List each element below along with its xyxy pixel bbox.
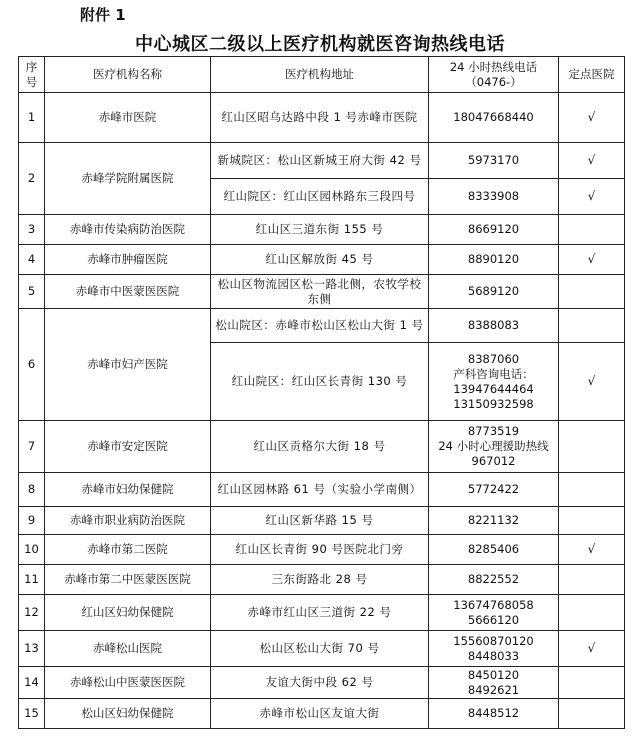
row-seq: 15 bbox=[19, 699, 45, 729]
row-designated-check: √ bbox=[559, 631, 625, 667]
table-row bbox=[19, 631, 625, 667]
row-seq: 9 bbox=[19, 507, 45, 535]
row-seq: 11 bbox=[19, 565, 45, 595]
row-seq: 2 bbox=[19, 143, 45, 215]
row-hospital-name: 赤峰市医院 bbox=[45, 93, 211, 143]
row-designated-check bbox=[559, 421, 625, 473]
row-hospital-name: 红山区妇幼保健院 bbox=[45, 595, 211, 631]
row-hospital-name: 赤峰市妇幼保健院 bbox=[45, 473, 211, 507]
row-hotline: 5772422 bbox=[429, 473, 559, 507]
row-address: 赤峰市松山区友谊大街 bbox=[211, 699, 429, 729]
row-hospital-name: 赤峰松山中医蒙医医院 bbox=[45, 667, 211, 699]
table-row bbox=[19, 275, 625, 309]
row-hotline: 8285406 bbox=[429, 535, 559, 565]
row-hotline: 18047668440 bbox=[429, 93, 559, 143]
row-address: 赤峰市红山区三道街 22 号 bbox=[211, 595, 429, 631]
table-row bbox=[19, 473, 625, 507]
row-designated-check bbox=[559, 667, 625, 699]
row-address: 松山区物流园区松一路北侧，农牧学校东侧 bbox=[211, 275, 429, 309]
row-seq: 10 bbox=[19, 535, 45, 565]
row-seq: 3 bbox=[19, 215, 45, 245]
row-designated-check bbox=[559, 215, 625, 245]
table-row bbox=[19, 595, 625, 631]
hospital-table bbox=[18, 56, 625, 729]
row-address: 红山院区：红山区长青街 130 号 bbox=[211, 343, 429, 421]
row-address: 红山区贡格尔大街 18 号 bbox=[211, 421, 429, 473]
row-hotline: 8669120 bbox=[429, 215, 559, 245]
row-address: 三东街路北 28 号 bbox=[211, 565, 429, 595]
row-hotline: 13674768058 5666120 bbox=[429, 595, 559, 631]
row-hospital-name: 赤峰松山医院 bbox=[45, 631, 211, 667]
row-hotline: 5689120 bbox=[429, 275, 559, 309]
row-seq: 4 bbox=[19, 245, 45, 275]
table-row bbox=[19, 507, 625, 535]
table-row bbox=[19, 667, 625, 699]
row-hospital-name: 赤峰市肿瘤医院 bbox=[45, 245, 211, 275]
row-address: 红山区新华路 15 号 bbox=[211, 507, 429, 535]
row-designated-check: √ bbox=[559, 93, 625, 143]
row-hotline: 8450120 8492621 bbox=[429, 667, 559, 699]
header-hotline-line2: （0476-） bbox=[465, 74, 522, 89]
row-hotline: 8333908 bbox=[429, 179, 559, 215]
row-designated-check bbox=[559, 309, 625, 343]
row-address: 松山院区：赤峰市松山区松山大街 1 号 bbox=[211, 309, 429, 343]
header-hotline bbox=[429, 57, 559, 93]
row-designated-check: √ bbox=[559, 179, 625, 215]
header-name: 医疗机构名称 bbox=[45, 57, 211, 93]
row-hospital-name: 赤峰市职业病防治医院 bbox=[45, 507, 211, 535]
row-seq: 6 bbox=[19, 309, 45, 421]
header-address: 医疗机构地址 bbox=[211, 57, 429, 93]
header-hotline-line1: 24 小时热线电话 bbox=[449, 59, 538, 74]
row-designated-check bbox=[559, 595, 625, 631]
page-title: 中心城区二级以上医疗机构就医咨询热线电话 bbox=[135, 34, 505, 55]
row-designated-check: √ bbox=[559, 245, 625, 275]
row-seq: 5 bbox=[19, 275, 45, 309]
row-hotline: 8822552 bbox=[429, 565, 559, 595]
row-address: 红山区园林路 61 号（实验小学南侧） bbox=[211, 473, 429, 507]
row-hospital-name: 赤峰市妇产医院 bbox=[45, 309, 211, 421]
row-address: 红山区昭乌达路中段 1 号赤峰市医院 bbox=[211, 93, 429, 143]
row-hotline: 5973170 bbox=[429, 143, 559, 179]
row-address: 友谊大街中段 62 号 bbox=[211, 667, 429, 699]
table-row bbox=[19, 699, 625, 729]
table-row bbox=[19, 421, 625, 473]
row-hotline: 8448512 bbox=[429, 699, 559, 729]
row-designated-check: √ bbox=[559, 343, 625, 421]
table-row bbox=[19, 565, 625, 595]
row-hospital-name: 赤峰市安定医院 bbox=[45, 421, 211, 473]
row-address: 红山院区：红山区园林路东三段四号 bbox=[211, 179, 429, 215]
row-seq: 8 bbox=[19, 473, 45, 507]
row-hotline: 8387060 产科咨询电话： 13947644464 13150932598 bbox=[429, 343, 559, 421]
row-seq: 14 bbox=[19, 667, 45, 699]
header-seq: 序号 bbox=[19, 57, 45, 93]
row-seq: 12 bbox=[19, 595, 45, 631]
row-hospital-name: 赤峰市第二医院 bbox=[45, 535, 211, 565]
row-hotline: 8221132 bbox=[429, 507, 559, 535]
table-row bbox=[19, 309, 625, 343]
row-hotline: 15560870120 8448033 bbox=[429, 631, 559, 667]
header-designated: 定点医院 bbox=[559, 57, 625, 93]
row-designated-check bbox=[559, 699, 625, 729]
row-hotline: 8890120 bbox=[429, 245, 559, 275]
row-hotline: 8388083 bbox=[429, 309, 559, 343]
row-hotline: 8773519 24 小时心理援助热线 967012 bbox=[429, 421, 559, 473]
row-designated-check bbox=[559, 507, 625, 535]
row-hospital-name: 松山区妇幼保健院 bbox=[45, 699, 211, 729]
row-address: 红山区三道东街 155 号 bbox=[211, 215, 429, 245]
row-seq: 13 bbox=[19, 631, 45, 667]
table-row bbox=[19, 245, 625, 275]
table-header-row bbox=[19, 57, 625, 93]
row-hospital-name: 赤峰市中医蒙医医院 bbox=[45, 275, 211, 309]
attachment-label: 附件 1 bbox=[80, 6, 126, 24]
row-designated-check: √ bbox=[559, 143, 625, 179]
row-address: 红山区解放街 45 号 bbox=[211, 245, 429, 275]
table-row bbox=[19, 93, 625, 143]
row-designated-check bbox=[559, 473, 625, 507]
row-designated-check bbox=[559, 565, 625, 595]
row-designated-check: √ bbox=[559, 535, 625, 565]
row-hospital-name: 赤峰学院附属医院 bbox=[45, 143, 211, 215]
table-row bbox=[19, 215, 625, 245]
table-row bbox=[19, 535, 625, 565]
row-address: 红山区长青街 90 号医院北门旁 bbox=[211, 535, 429, 565]
row-seq: 1 bbox=[19, 93, 45, 143]
row-seq: 7 bbox=[19, 421, 45, 473]
row-address: 松山区松山大街 70 号 bbox=[211, 631, 429, 667]
row-hospital-name: 赤峰市传染病防治医院 bbox=[45, 215, 211, 245]
row-address: 新城院区：松山区新城王府大街 42 号 bbox=[211, 143, 429, 179]
table-row bbox=[19, 143, 625, 179]
row-hospital-name: 赤峰市第二中医蒙医医院 bbox=[45, 565, 211, 595]
row-designated-check bbox=[559, 275, 625, 309]
